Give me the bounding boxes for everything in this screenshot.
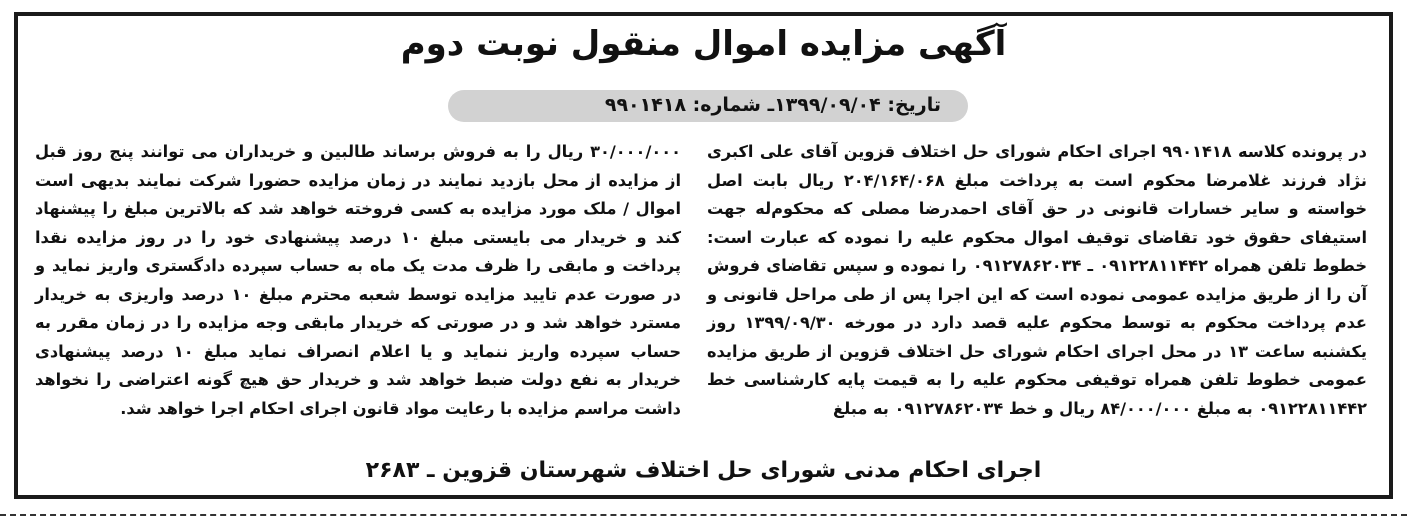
body-left-column: ۳۰/۰۰۰/۰۰۰ ریال را به فروش برساند طالبین و خریداران می توانند پنج روز قبل از مزایده از محل بازدید نمایند در زمان مزایده حضورا شرکت نمایند بدیهی است اموال / ملک مورد مزایده به کسی فروخته خواهد شد که بالاترین مبلغ را پیشنهاد کند و خریدار می بایستی مبلغ ۱۰ درصد پیشنهادی خود را در روز مزایده نقدا پرداخت و مابقی را ظرف مدت یک ماه به حساب سپرده دادگستری واریز نماید و در صورت عدم تایید مزایده توسط شعبه محترم مبلغ ۱۰ درصد واریزی به خریدار مسترد خواهد شد و در صورتی که خریدار مابقی وجه مزایده را در زمان مقرر به حساب سپرده واریز ننماید و یا اعلام انصراف نماید مبلغ ۱۰ درصد پیشنهادی خریدار به نفع دولت ضبط خواهد شد و خریدار حق هیچ گونه اعتراضی را نخواهد داشت مراسم مزایده با رعایت مواد قانون اجرای احکام اجرا خواهد شد. [35,142,681,418]
notice-title: آگهی مزایده اموال منقول نوبت دوم [400,24,1007,64]
cut-line-divider [0,514,1407,516]
body-right-column: در پرونده کلاسه ۹۹۰۱۴۱۸ اجرای احکام شورای حل اختلاف قزوین آقای علی اکبری نژاد فرزند غلامرضا محکوم است به پرداخت مبلغ ۲۰۴/۱۶۴/۰۶۸ ریال بابت اصل خواسته و سایر خسارات قانونی در حق آقای احمدرضا مصلی که محکوم‌له جهت استیفای حقوق خود تقاضای توقیف اموال محکوم علیه را نموده که عبارت است: خطوط تلفن همراه ۰۹۱۲۲۸۱۱۴۴۲ ـ ۰۹۱۲۷۸۶۲۰۳۴ را نموده و سپس تقاضای فروش آن را از طریق مزایده عمومی نموده است که این اجرا پس از طی مراحل قانونی و عدم پرداخت محکوم به توسط محکوم علیه قصد دارد در مورخه ۱۳۹۹/۰۹/۳۰ روز یکشنبه ساعت ۱۳ در محل اجرای احکام شورای حل اختلاف قزوین از طریق مزایده عمومی خطوط تلفن همراه توقیفی محکوم علیه را به قیمت پایه کارشناسی خط ۰۹۱۲۲۸۱۱۴۴۲ به مبلغ ۸۴/۰۰۰/۰۰۰ ریال و خط ۰۹۱۲۷۸۶۲۰۳۴ به مبلغ [707,142,1367,418]
issuer-signature-line: اجرای احکام مدنی شورای حل اختلاف شهرستان قزوین ـ ۲۶۸۳ [365,458,1042,483]
date-and-number: تاریخ: ۱۳۹۹/۰۹/۰۴ـ شماره: ۹۹۰۱۴۱۸ [604,94,941,116]
